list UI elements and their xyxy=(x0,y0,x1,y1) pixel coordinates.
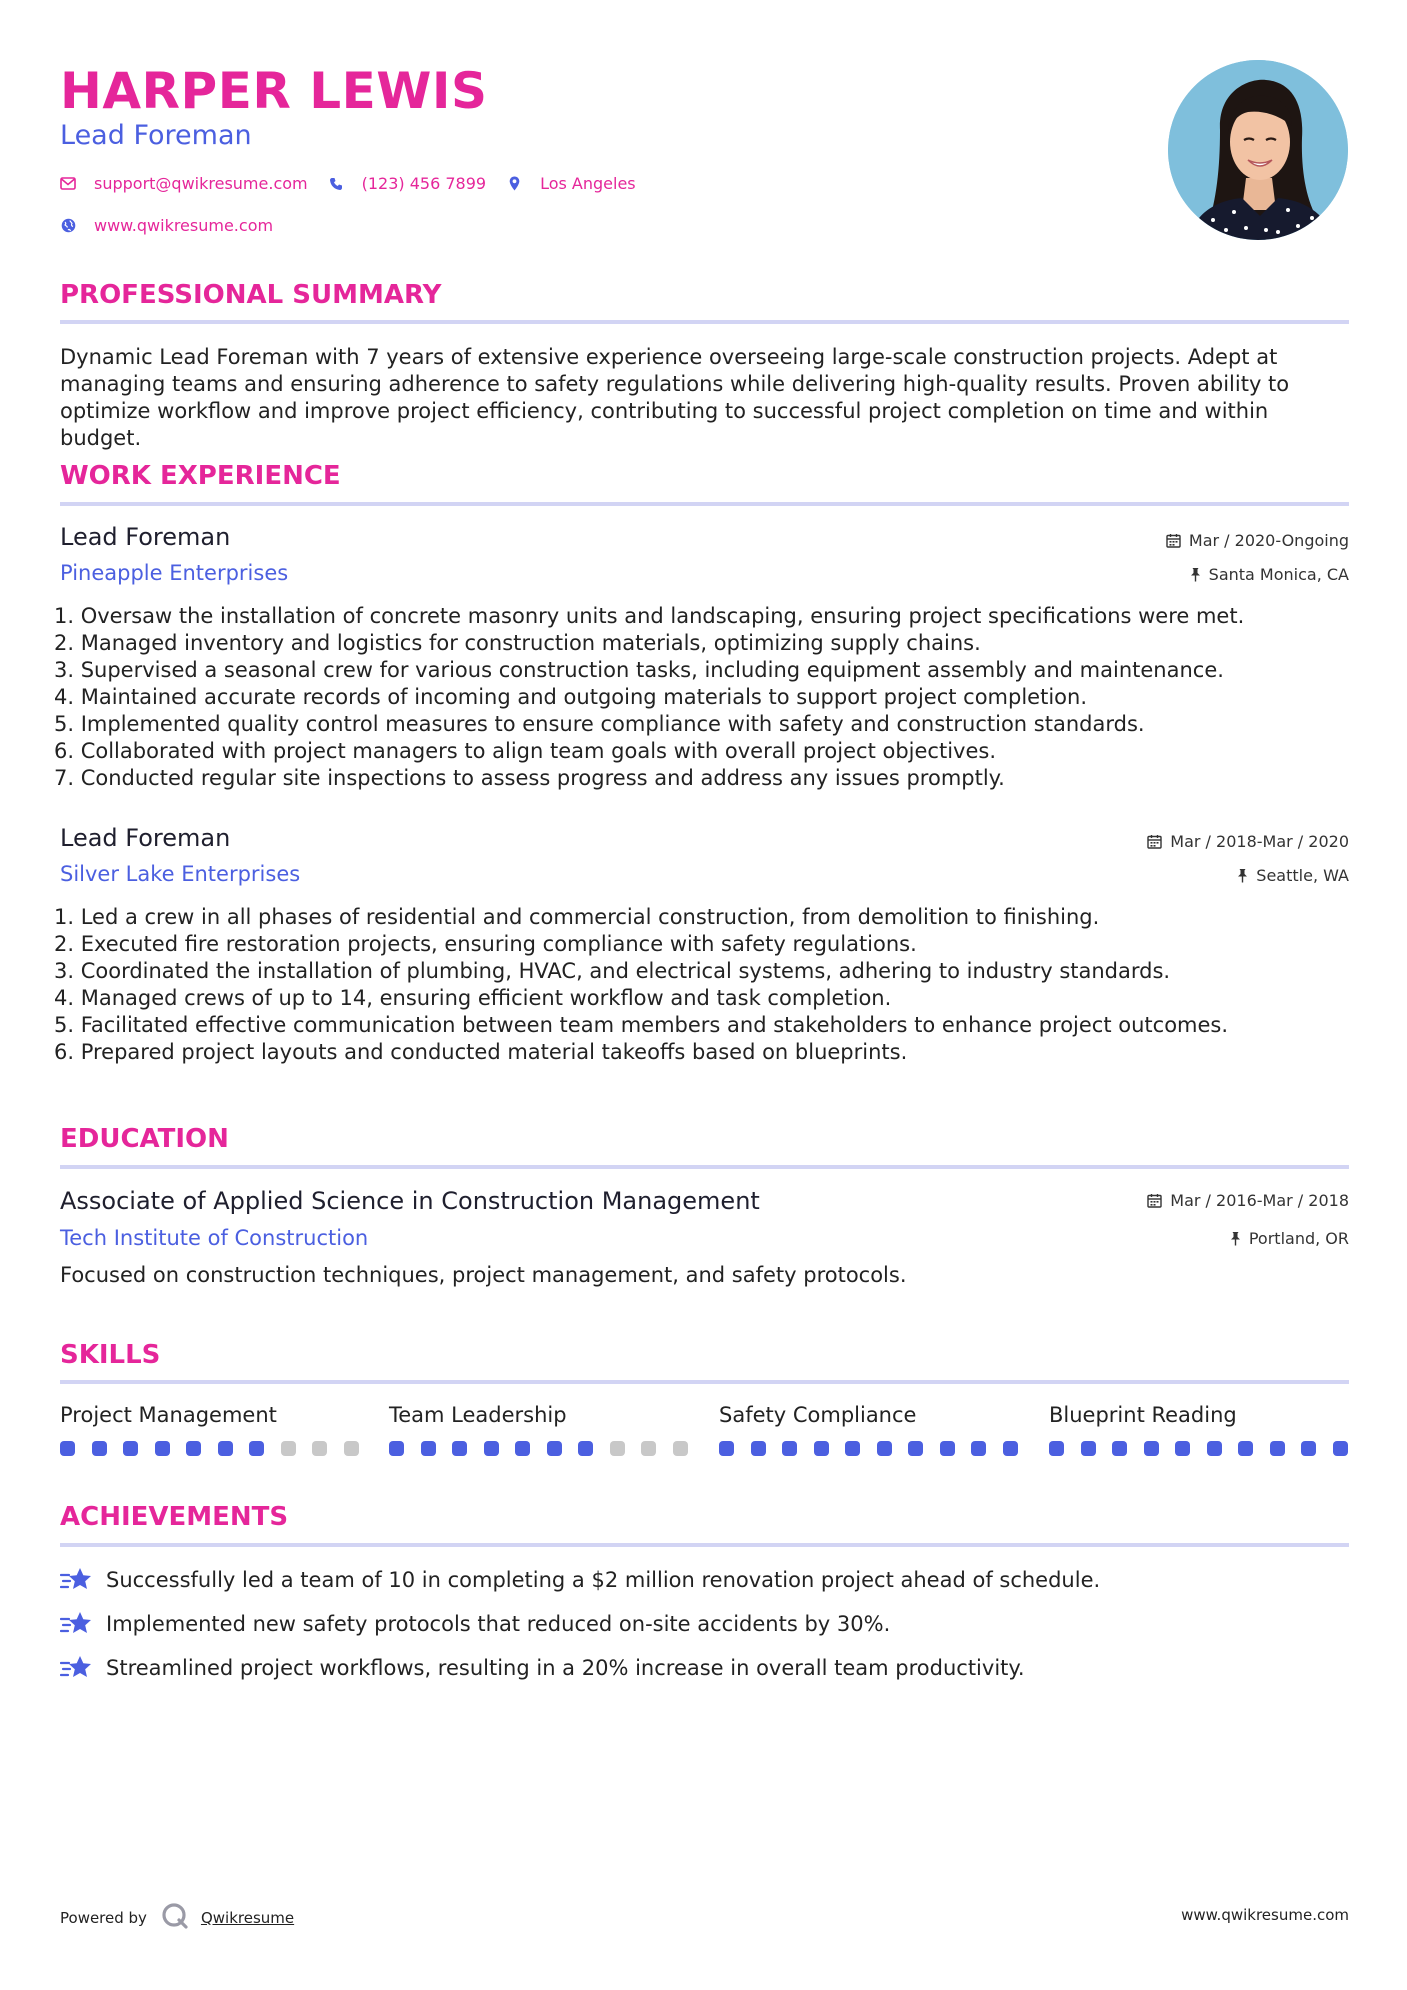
skill-name: Project Management xyxy=(60,1403,277,1427)
skill-dot-filled xyxy=(751,1441,766,1456)
job-title: Lead Foreman xyxy=(60,523,231,551)
skills-heading: SKILLS xyxy=(60,1340,161,1370)
candidate-name: HARPER LEWIS xyxy=(60,62,488,120)
footer-url[interactable]: www.qwikresume.com xyxy=(1181,1906,1349,1924)
website-link[interactable]: www.qwikresume.com xyxy=(94,216,274,235)
summary-divider xyxy=(60,320,1349,324)
skill-dot-empty xyxy=(673,1441,688,1456)
summary-text: Dynamic Lead Foreman with 7 years of extensive experience overseeing large-scale construction projects. Adept at managing teams and ensuring adherence to safety regulations while delivering high-quality results. Proven ability to optimize workflow and improve project efficiency, contributing to successful project completion on time and within budget. xyxy=(60,345,1290,450)
education-heading: EDUCATION xyxy=(60,1124,229,1154)
skill-rating xyxy=(389,1441,704,1456)
contact-row-1 xyxy=(60,174,656,193)
skill-rating xyxy=(1049,1441,1364,1456)
skill-dot-filled xyxy=(1175,1441,1190,1456)
list-item: 6. Prepared project layouts and conducted material takeoffs based on blueprints. xyxy=(54,1040,908,1064)
list-item: 5. Facilitated effective communication between team members and stakeholders to enhance project outcomes. xyxy=(54,1013,1229,1037)
skill-dot-filled xyxy=(908,1441,923,1456)
job-dates-text: Mar / 2020-Ongoing xyxy=(1188,531,1349,550)
list-item: 5. Implemented quality control measures to ensure compliance with safety and construction standards. xyxy=(54,712,1145,736)
skill-dot-filled xyxy=(1081,1441,1096,1456)
skill-dot-filled xyxy=(1112,1441,1127,1456)
skill-dot-filled xyxy=(452,1441,467,1456)
job-bullets xyxy=(54,904,1344,1066)
pushpin-icon xyxy=(1230,1231,1241,1246)
skill-dot-filled xyxy=(155,1441,170,1456)
pushpin-icon xyxy=(1237,868,1248,883)
job-company: Silver Lake Enterprises xyxy=(60,862,301,886)
skill-dot-filled xyxy=(218,1441,233,1456)
skills-divider xyxy=(60,1380,1349,1384)
brand-link[interactable]: Qwikresume xyxy=(200,1909,295,1927)
skill-dot-filled xyxy=(484,1441,499,1456)
location-text: Los Angeles xyxy=(540,174,636,193)
skill-dot-filled xyxy=(1270,1441,1285,1456)
summary-heading: PROFESSIONAL SUMMARY xyxy=(60,280,442,310)
job-bullets xyxy=(54,603,1344,792)
achievement-text: Implemented new safety protocols that reduced on-site accidents by 30%. xyxy=(106,1612,891,1636)
job-company: Pineapple Enterprises xyxy=(60,561,289,585)
skill-dot-filled xyxy=(782,1441,797,1456)
skill-name: Blueprint Reading xyxy=(1049,1403,1237,1427)
skill-dot-filled xyxy=(389,1441,404,1456)
skill-dot-filled xyxy=(249,1441,264,1456)
skill-name: Team Leadership xyxy=(389,1403,567,1427)
footer-credit xyxy=(60,1902,294,1934)
skill-dot-filled xyxy=(578,1441,593,1456)
job-dates-text: Mar / 2018-Mar / 2020 xyxy=(1170,832,1349,851)
skill-dot-filled xyxy=(1301,1441,1316,1456)
education-location xyxy=(1230,1229,1349,1248)
experience-heading: WORK EXPERIENCE xyxy=(60,461,341,491)
achievements-divider xyxy=(60,1543,1349,1547)
qwikresume-logo-icon xyxy=(161,1902,189,1934)
skill-dot-filled xyxy=(1238,1441,1253,1456)
education-description: Focused on construction techniques, project management, and safety protocols. xyxy=(60,1263,907,1287)
skill-dot-empty xyxy=(641,1441,656,1456)
calendar-icon xyxy=(1147,834,1162,849)
education-divider xyxy=(60,1165,1349,1169)
candidate-role: Lead Foreman xyxy=(60,120,252,151)
experience-divider xyxy=(60,502,1349,506)
achievement-text: Streamlined project workflows, resulting in a 20% increase in overall team productivity. xyxy=(106,1656,1025,1680)
skill-dot-filled xyxy=(1207,1441,1222,1456)
skill-dot-filled xyxy=(719,1441,734,1456)
envelope-icon xyxy=(60,176,76,192)
calendar-icon xyxy=(1147,1193,1162,1208)
skill-dot-filled xyxy=(92,1441,107,1456)
skill-dot-filled xyxy=(1049,1441,1064,1456)
skill-rating xyxy=(719,1441,1034,1456)
list-item: 1. Led a crew in all phases of residential and commercial construction, from demolition to finishing. xyxy=(54,905,1100,929)
degree-title: Associate of Applied Science in Construction Management xyxy=(60,1187,760,1215)
skill-dot-empty xyxy=(281,1441,296,1456)
skill-dot-filled xyxy=(186,1441,201,1456)
job-location-text: Santa Monica, CA xyxy=(1208,565,1349,584)
powered-by-label: Powered by xyxy=(60,1909,147,1927)
skill-name: Safety Compliance xyxy=(719,1403,917,1427)
achievement-text: Successfully led a team of 10 in completing a $2 million renovation project ahead of schedule. xyxy=(106,1568,1101,1592)
skill-dot-filled xyxy=(123,1441,138,1456)
list-item: 6. Collaborated with project managers to align team goals with overall project objectives. xyxy=(54,739,996,763)
job-location xyxy=(1237,866,1349,885)
avatar xyxy=(1168,60,1348,240)
education-dates xyxy=(1147,1191,1349,1210)
job-location-text: Seattle, WA xyxy=(1256,866,1349,885)
school-name: Tech Institute of Construction xyxy=(60,1226,369,1250)
list-item: 2. Executed fire restoration projects, ensuring compliance with safety regulations. xyxy=(54,932,917,956)
skill-rating xyxy=(60,1441,375,1456)
skill-dot-filled xyxy=(515,1441,530,1456)
job-location xyxy=(1190,565,1349,584)
star-icon xyxy=(60,1610,94,1638)
list-item: 2. Managed inventory and logistics for construction materials, optimizing supply chains. xyxy=(54,631,981,655)
skill-dot-filled xyxy=(877,1441,892,1456)
list-item: 1. Oversaw the installation of concrete masonry units and landscaping, ensuring project specifications were met. xyxy=(54,604,1245,628)
list-item: 4. Maintained accurate records of incoming and outgoing materials to support project completion. xyxy=(54,685,1087,709)
skill-dot-filled xyxy=(940,1441,955,1456)
skill-dot-filled xyxy=(1333,1441,1348,1456)
star-icon xyxy=(60,1566,94,1594)
achievement-item xyxy=(60,1566,1100,1594)
star-icon xyxy=(60,1654,94,1682)
achievement-item xyxy=(60,1610,890,1638)
phone-icon xyxy=(328,176,344,192)
job-dates xyxy=(1166,531,1349,550)
skill-dot-filled xyxy=(1003,1441,1018,1456)
contact-row-2 xyxy=(60,216,293,235)
education-dates-text: Mar / 2016-Mar / 2018 xyxy=(1170,1191,1349,1210)
pushpin-icon xyxy=(1190,567,1201,582)
email-link[interactable]: support@qwikresume.com xyxy=(94,174,308,193)
list-item: 3. Supervised a seasonal crew for various construction tasks, including equipment assembly and maintenance. xyxy=(54,658,1224,682)
calendar-icon xyxy=(1166,533,1181,548)
skill-dot-filled xyxy=(1144,1441,1159,1456)
skill-dot-filled xyxy=(547,1441,562,1456)
skill-dot-filled xyxy=(814,1441,829,1456)
list-item: 3. Coordinated the installation of plumbing, HVAC, and electrical systems, adhering to industry standards. xyxy=(54,959,1171,983)
achievements-heading: ACHIEVEMENTS xyxy=(60,1502,289,1532)
globe-icon xyxy=(60,218,76,234)
skill-dot-filled xyxy=(60,1441,75,1456)
list-item: 4. Managed crews of up to 14, ensuring efficient workflow and task completion. xyxy=(54,986,892,1010)
skill-dot-empty xyxy=(344,1441,359,1456)
phone-number[interactable]: (123) 456 7899 xyxy=(361,174,487,193)
skill-dot-filled xyxy=(971,1441,986,1456)
list-item: 7. Conducted regular site inspections to assess progress and address any issues promptly. xyxy=(54,766,1005,790)
education-location-text: Portland, OR xyxy=(1248,1229,1349,1248)
skill-dot-empty xyxy=(312,1441,327,1456)
achievement-item xyxy=(60,1654,1025,1682)
skill-dot-filled xyxy=(845,1441,860,1456)
job-title: Lead Foreman xyxy=(60,824,231,852)
skill-dot-empty xyxy=(610,1441,625,1456)
skill-dot-filled xyxy=(421,1441,436,1456)
job-dates xyxy=(1147,832,1349,851)
map-pin-icon xyxy=(506,176,522,192)
